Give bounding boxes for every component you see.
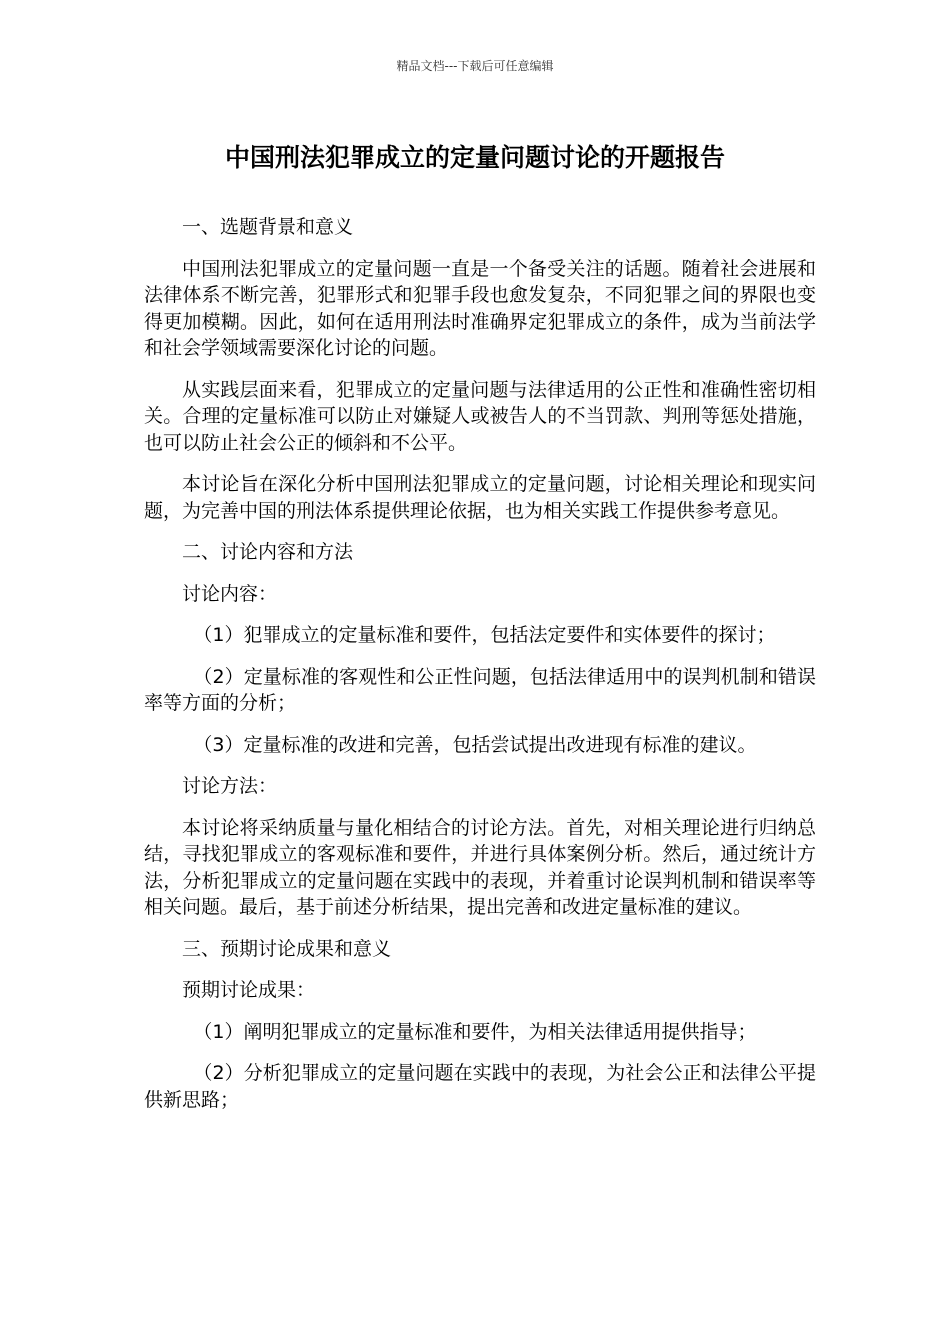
section-heading-3: 三、预期讨论成果和意义 [182, 937, 392, 960]
header-note: 精品文档---下载后可任意编辑 [396, 59, 554, 73]
list-item: （2）定量标准的客观性和公正性问题，包括法律适用中的误判机制和错误率等方面的分析； [144, 665, 816, 714]
content-label: 讨论内容： [182, 582, 278, 605]
section-heading-1: 一、选题背景和意义 [182, 216, 354, 238]
document-title: 中国刑法犯罪成立的定量问题讨论的开题报告 [224, 143, 725, 172]
list-item: （1）阐明犯罪成立的定量标准和要件，为相关法律适用提供指导； [193, 1020, 757, 1043]
paragraph: 本讨论将采纳质量与量化相结合的讨论方法。首先，对相关理论进行归纳总结，寻找犯罪成立的客观标准和要件，并进行具体案例分析。然后，通过统计方法，分析犯罪成立的定量问题在实践中的表现，并着重讨论误判机制和错误率等相关问题。最后，基于前述分析结果，提出完善和改进定量标准的建议。 [144, 816, 816, 918]
list-item: （1）犯罪成立的定量标准和要件，包括法定要件和实体要件的探讨； [193, 624, 776, 646]
document-body [144, 214, 816, 1128]
section-heading-2: 二、讨论内容和方法 [182, 541, 354, 563]
paragraph: 中国刑法犯罪成立的定量问题一直是一个备受关注的话题。随着社会进展和法律体系不断完善，犯罪形式和犯罪手段也愈发复杂，不同犯罪之间的界限也变得更加模糊。因此，如何在适用刑法时准确界定犯罪成立的条件，成为当前法学和社会学领域需要深化讨论的问题。 [144, 257, 816, 359]
method-label: 讨论方法： [182, 775, 278, 797]
list-item: （2）分析犯罪成立的定量问题在实践中的表现，为社会公正和法律公平提供新思路； [144, 1062, 816, 1111]
paragraph: 从实践层面来看，犯罪成立的定量问题与法律适用的公正性和准确性密切相关。合理的定量标准可以防止对嫌疑人或被告人的不当罚款、判刑等惩处措施，也可以防止社会公正的倾斜和不公平。 [144, 378, 816, 454]
results-label: 预期讨论成果： [182, 979, 316, 1001]
paragraph: 本讨论旨在深化分析中国刑法犯罪成立的定量问题，讨论相关理论和现实问题，为完善中国的刑法体系提供理论依据，也为相关实践工作提供参考意见。 [144, 473, 816, 522]
list-item: （3）定量标准的改进和完善，包括尝试提出改进现有标准的建议。 [193, 733, 757, 756]
